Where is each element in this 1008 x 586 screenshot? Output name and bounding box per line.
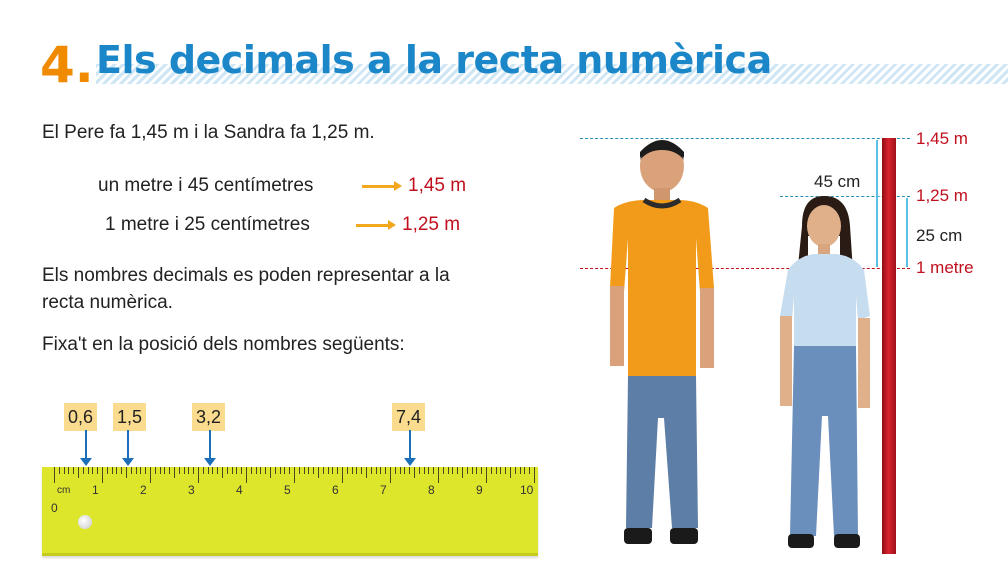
ruler-tick bbox=[64, 467, 65, 474]
section-number: 4. bbox=[40, 36, 94, 94]
ruler-tick bbox=[246, 467, 247, 483]
ruler-tick bbox=[400, 467, 401, 474]
ruler-tick bbox=[174, 467, 175, 478]
ruler-tick bbox=[337, 467, 338, 474]
marked-number-box: 1,5 bbox=[113, 403, 146, 431]
ruler-tick-label: 5 bbox=[284, 483, 291, 497]
ruler bbox=[42, 467, 538, 556]
ruler-tick bbox=[500, 467, 501, 474]
ruler-tick bbox=[78, 467, 79, 478]
ruler-tick bbox=[150, 467, 151, 483]
ruler-tick bbox=[212, 467, 213, 474]
down-arrow-icon bbox=[127, 430, 129, 460]
ruler-tick bbox=[414, 467, 415, 478]
ruler-tick bbox=[467, 467, 468, 474]
ruler-tick bbox=[164, 467, 165, 474]
ruler-tick bbox=[462, 467, 463, 478]
ruler-tick bbox=[126, 467, 127, 478]
measure-line-25cm bbox=[906, 198, 908, 267]
ruler-tick bbox=[188, 467, 189, 474]
ruler-tick bbox=[390, 467, 391, 483]
ruler-tick bbox=[472, 467, 473, 474]
ruler-tick bbox=[169, 467, 170, 474]
ruler-tick bbox=[54, 467, 55, 483]
ruler-tick-label: 6 bbox=[332, 483, 339, 497]
ruler-tick bbox=[376, 467, 377, 474]
ruler-tick bbox=[332, 467, 333, 474]
ruler-tick bbox=[419, 467, 420, 474]
ruler-tick bbox=[222, 467, 223, 478]
ruler-tick-label: 7 bbox=[380, 483, 387, 497]
measuring-pole bbox=[882, 138, 896, 554]
ruler-tick-label: 1 bbox=[92, 483, 99, 497]
down-arrow-icon bbox=[209, 430, 211, 460]
equivalence-words-2: 1 metre i 25 centímetres bbox=[105, 214, 310, 235]
ruler-tick bbox=[256, 467, 257, 474]
ruler-tick bbox=[289, 467, 290, 474]
ruler-tick bbox=[102, 467, 103, 483]
ruler-tick bbox=[476, 467, 477, 474]
equivalence-value-2: 1,25 m bbox=[402, 214, 461, 235]
ruler-tick bbox=[534, 467, 535, 483]
ruler-tick bbox=[342, 467, 343, 483]
marked-number-box: 0,6 bbox=[64, 403, 97, 431]
marked-number-box: 3,2 bbox=[192, 403, 225, 431]
ruler-tick bbox=[227, 467, 228, 474]
ruler-tick bbox=[284, 467, 285, 474]
ruler-tick bbox=[443, 467, 444, 474]
ruler-tick bbox=[121, 467, 122, 474]
ruler-tick bbox=[409, 467, 410, 474]
ruler-tick bbox=[92, 467, 93, 474]
ruler-tick bbox=[294, 467, 295, 483]
paragraph-line-1: Els nombres decimals es poden representar a la bbox=[42, 265, 450, 286]
ruler-tick bbox=[313, 467, 314, 474]
ruler-tick bbox=[496, 467, 497, 474]
girl-photo bbox=[774, 196, 884, 556]
page-title: Els decimals a la recta numèrica bbox=[96, 38, 772, 82]
ruler-tick bbox=[208, 467, 209, 474]
ruler-tick-label: 10 bbox=[520, 483, 534, 497]
intro-text: El Pere fa 1,45 m i la Sandra fa 1,25 m. bbox=[42, 122, 375, 143]
ruler-tick bbox=[510, 467, 511, 478]
ruler-tick bbox=[73, 467, 74, 474]
ruler-unit-label: cm bbox=[57, 485, 71, 496]
paragraph-line-2: recta numèrica. bbox=[42, 292, 173, 313]
orange-arrow-icon bbox=[362, 185, 396, 188]
ruler-tick bbox=[68, 467, 69, 474]
ruler-tick bbox=[385, 467, 386, 474]
ruler-tick bbox=[457, 467, 458, 474]
ruler-tick bbox=[366, 467, 367, 478]
ruler-tick bbox=[155, 467, 156, 474]
marked-number-box: 7,4 bbox=[392, 403, 425, 431]
ruler-zero-label: 0 bbox=[51, 501, 58, 515]
ruler-tick bbox=[428, 467, 429, 474]
level-label-1-45: 1,45 m bbox=[916, 129, 968, 148]
ruler-tick bbox=[505, 467, 506, 474]
ruler-tick bbox=[232, 467, 233, 474]
ruler-tick bbox=[347, 467, 348, 474]
down-arrow-icon bbox=[85, 430, 87, 460]
ruler-tick bbox=[193, 467, 194, 474]
ruler-tick bbox=[438, 467, 439, 483]
ruler-tick bbox=[395, 467, 396, 474]
equivalence-value-1: 1,45 m bbox=[408, 175, 467, 196]
ruler-tick bbox=[251, 467, 252, 474]
ruler-tick bbox=[433, 467, 434, 474]
ruler-tick bbox=[308, 467, 309, 474]
down-arrow-icon bbox=[409, 430, 411, 460]
ruler-hole bbox=[78, 515, 92, 529]
ruler-tick bbox=[140, 467, 141, 474]
ruler-tick bbox=[198, 467, 199, 483]
ruler-tick bbox=[184, 467, 185, 474]
paragraph-instruction: Fixa't en la posició dels nombres següents: bbox=[42, 334, 405, 355]
ruler-tick bbox=[356, 467, 357, 474]
ruler-tick bbox=[304, 467, 305, 474]
ruler-tick bbox=[145, 467, 146, 474]
ruler-tick bbox=[520, 467, 521, 474]
level-label-1-metre: 1 metre bbox=[916, 258, 974, 277]
ruler-tick bbox=[241, 467, 242, 474]
ruler-tick bbox=[352, 467, 353, 474]
ruler-tick bbox=[361, 467, 362, 474]
ruler-tick bbox=[323, 467, 324, 474]
ruler-tick bbox=[107, 467, 108, 474]
boy-photo bbox=[596, 138, 726, 558]
ruler-tick bbox=[236, 467, 237, 474]
ruler-tick bbox=[59, 467, 60, 474]
ruler-tick bbox=[116, 467, 117, 474]
ruler-tick-label: 3 bbox=[188, 483, 195, 497]
ruler-tick bbox=[380, 467, 381, 474]
ruler-tick bbox=[491, 467, 492, 474]
ruler-tick bbox=[452, 467, 453, 474]
ruler-tick bbox=[515, 467, 516, 474]
ruler-tick bbox=[424, 467, 425, 474]
ruler-tick bbox=[217, 467, 218, 474]
ruler-tick bbox=[275, 467, 276, 474]
ruler-tick bbox=[260, 467, 261, 474]
difference-label-25cm: 25 cm bbox=[916, 226, 963, 245]
ruler-tick bbox=[371, 467, 372, 474]
ruler-tick bbox=[328, 467, 329, 474]
ruler-tick bbox=[486, 467, 487, 483]
ruler-tick bbox=[270, 467, 271, 478]
ruler-tick bbox=[131, 467, 132, 474]
ruler-tick-label: 8 bbox=[428, 483, 435, 497]
ruler-tick bbox=[318, 467, 319, 478]
ruler-tick bbox=[524, 467, 525, 474]
ruler-tick bbox=[404, 467, 405, 474]
ruler-tick bbox=[203, 467, 204, 474]
orange-arrow-icon bbox=[356, 224, 390, 227]
difference-label-45cm: 45 cm bbox=[814, 172, 861, 191]
ruler-tick-label: 4 bbox=[236, 483, 243, 497]
ruler-tick bbox=[299, 467, 300, 474]
ruler-tick bbox=[112, 467, 113, 474]
ruler-tick bbox=[179, 467, 180, 474]
ruler-tick bbox=[136, 467, 137, 474]
level-label-1-25: 1,25 m bbox=[916, 186, 968, 205]
ruler-tick bbox=[88, 467, 89, 474]
ruler-tick bbox=[83, 467, 84, 474]
ruler-tick bbox=[448, 467, 449, 474]
equivalence-words-1: un metre i 45 centímetres bbox=[98, 175, 314, 196]
ruler-tick bbox=[481, 467, 482, 474]
ruler-tick bbox=[280, 467, 281, 474]
ruler-tick bbox=[160, 467, 161, 474]
ruler-tick-label: 9 bbox=[476, 483, 483, 497]
ruler-tick bbox=[529, 467, 530, 474]
ruler-tick bbox=[265, 467, 266, 474]
ruler-tick bbox=[97, 467, 98, 474]
ruler-tick-label: 2 bbox=[140, 483, 147, 497]
